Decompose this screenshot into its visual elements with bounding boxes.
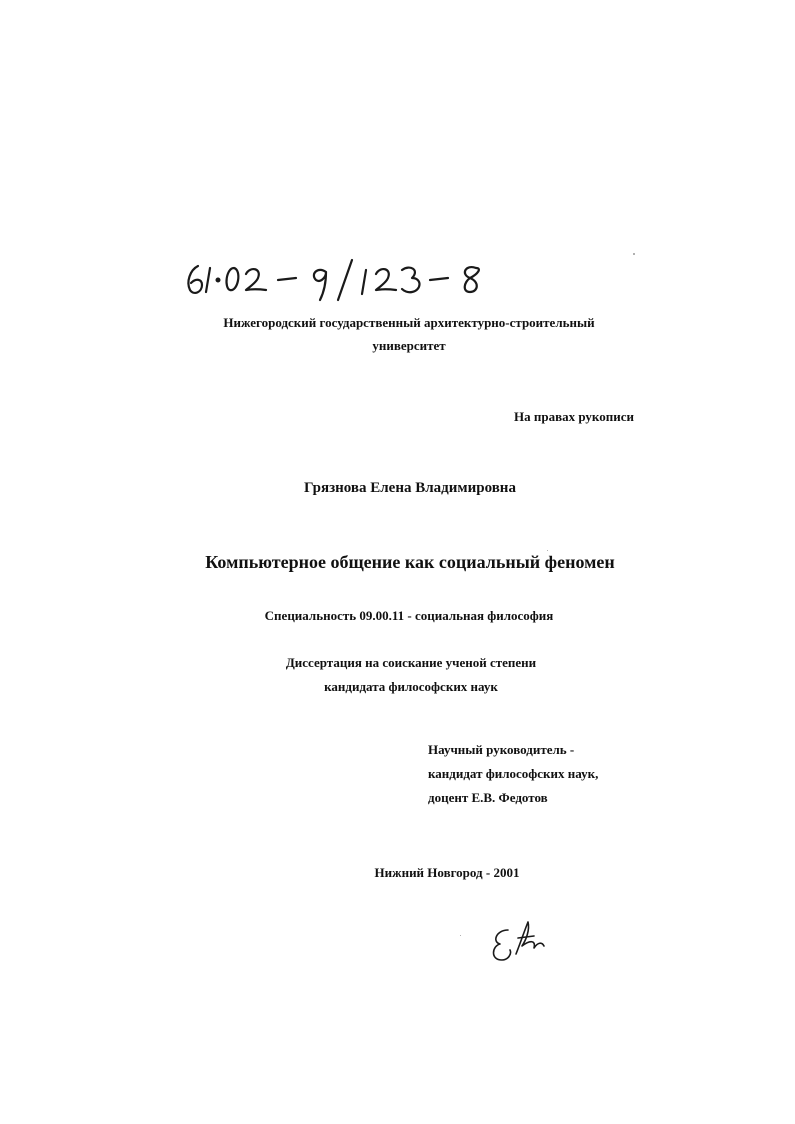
university-line1: Нижегородский государственный архитектурно-строительный [223, 315, 595, 330]
specialty: Специальность 09.00.11 - социальная философия [264, 608, 554, 623]
thesis-title: Компьютерное общение как социальный феномен [205, 552, 615, 572]
signature [486, 916, 548, 970]
degree-line2: кандидата философских наук [324, 679, 498, 694]
degree-line1: Диссертация на соискание ученой степени [285, 655, 537, 670]
handwritten-archive-number [180, 252, 510, 302]
supervisor-line1: Научный руководитель - [428, 742, 575, 757]
place-year: Нижний Новгород - 2001 [374, 865, 520, 880]
supervisor-line3: доцент Е.В. Федотов [428, 790, 548, 805]
scan-speck [547, 550, 548, 551]
manuscript-rights: На правах рукописи [514, 409, 634, 424]
scan-speck [633, 253, 635, 255]
supervisor-line2: кандидат философских наук, [428, 766, 599, 781]
scan-speck [460, 935, 461, 936]
author-name: Грязнова Елена Владимировна [304, 480, 516, 496]
university-line2: университет [372, 338, 446, 353]
